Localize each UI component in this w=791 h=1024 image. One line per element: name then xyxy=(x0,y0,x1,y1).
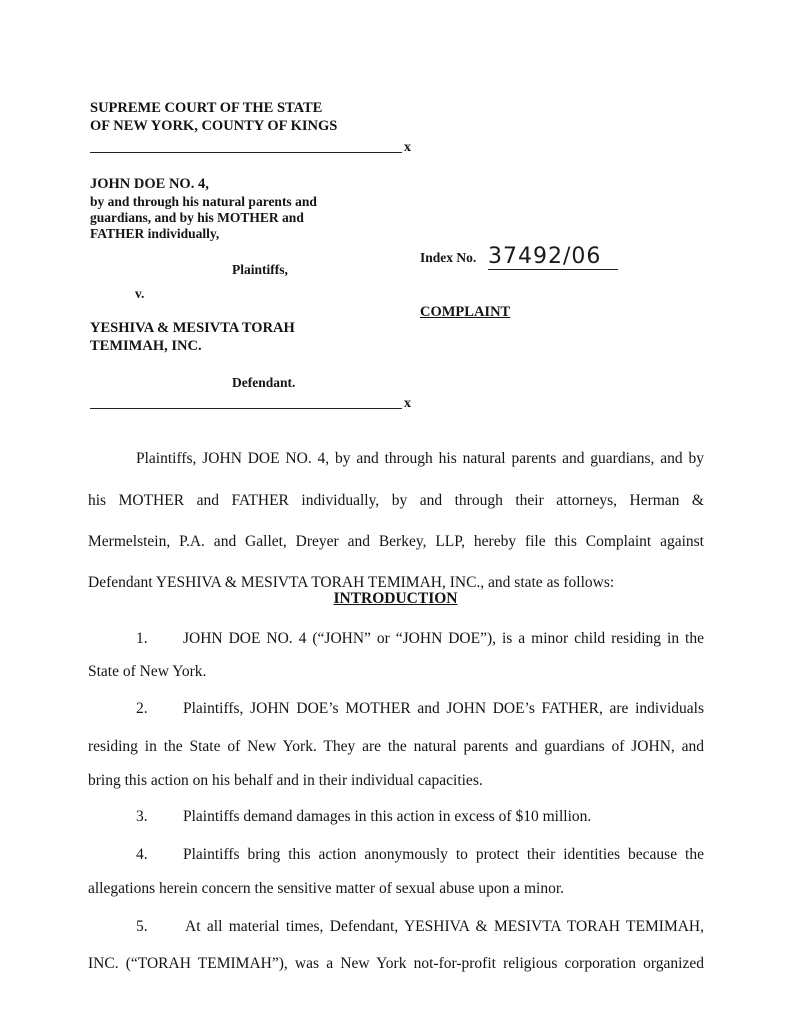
caption-rule-bottom xyxy=(90,408,402,409)
paragraph-5-line-1: At all material times, Defendant, YESHIVA & MESIVTA TORAH TEMIMAH, xyxy=(185,918,704,935)
paragraph-2-line-2: residing in the State of New York. They are the natural parents and guardians of JOHN, and xyxy=(88,738,704,755)
plaintiff-name: JOHN DOE NO. 4, xyxy=(90,176,209,192)
plaintiffs-label: Plaintiffs, xyxy=(232,262,288,277)
paragraph-3-number: 3. xyxy=(136,808,148,825)
defendant-name-line-2: TEMIMAH, INC. xyxy=(90,338,202,354)
caption-rule-top xyxy=(90,152,402,153)
paragraph-2-line-1: Plaintiffs, JOHN DOE’s MOTHER and JOHN DOE’s FATHER, are individuals xyxy=(183,700,704,717)
paragraph-2-line-3: bring this action on his behalf and in their individual capacities. xyxy=(88,772,483,789)
intro-line-2: his MOTHER and FATHER individually, by and through their attorneys, Herman & xyxy=(88,492,704,509)
plaintiff-description-3: FATHER individually, xyxy=(90,226,220,241)
caption-x-top: x xyxy=(404,140,411,155)
index-number-field xyxy=(488,244,618,270)
defendant-name-line-1: YESHIVA & MESIVTA TORAH xyxy=(90,320,295,336)
paragraph-1-line-2: State of New York. xyxy=(88,663,207,680)
paragraph-5-number: 5. xyxy=(136,918,148,935)
plaintiff-description-2: guardians, and by his MOTHER and xyxy=(90,210,304,225)
paragraph-1-number: 1. xyxy=(136,630,148,647)
paragraph-5-line-2: INC. (“TORAH TEMIMAH”), was a New York not-for-profit religious corporation organized xyxy=(88,955,704,972)
intro-line-1: Plaintiffs, JOHN DOE NO. 4, by and through his natural parents and guardians, and by xyxy=(136,450,704,467)
paragraph-2-number: 2. xyxy=(136,700,148,717)
intro-line-3: Mermelstein, P.A. and Gallet, Dreyer and Berkey, LLP, hereby file this Complaint against xyxy=(88,533,704,550)
index-number-handwritten: 37492/06 xyxy=(488,244,602,269)
section-heading-introduction: INTRODUCTION xyxy=(333,590,458,607)
court-name-line-1: SUPREME COURT OF THE STATE xyxy=(90,100,323,116)
paragraph-4-line-2: allegations herein concern the sensitive matter of sexual abuse upon a minor. xyxy=(88,880,565,897)
document-title: COMPLAINT xyxy=(420,304,511,320)
plaintiff-description-1: by and through his natural parents and xyxy=(90,194,317,209)
index-number-label: Index No. xyxy=(420,250,477,265)
caption-x-bottom: x xyxy=(404,396,411,411)
versus-label: v. xyxy=(135,286,145,301)
intro-line-4: Defendant YESHIVA & MESIVTA TORAH TEMIMAH, INC., and state as follows: xyxy=(88,574,615,591)
paragraph-4-number: 4. xyxy=(136,846,148,863)
court-name-line-2: OF NEW YORK, COUNTY OF KINGS xyxy=(90,118,338,134)
defendant-label: Defendant. xyxy=(232,375,296,390)
paragraph-3-line-1: Plaintiffs demand damages in this action in excess of $10 million. xyxy=(183,808,592,825)
paragraph-1-line-1: JOHN DOE NO. 4 (“JOHN” or “JOHN DOE”), is a minor child residing in the xyxy=(183,630,704,647)
paragraph-4-line-1: Plaintiffs bring this action anonymously to protect their identities because the xyxy=(183,846,704,863)
